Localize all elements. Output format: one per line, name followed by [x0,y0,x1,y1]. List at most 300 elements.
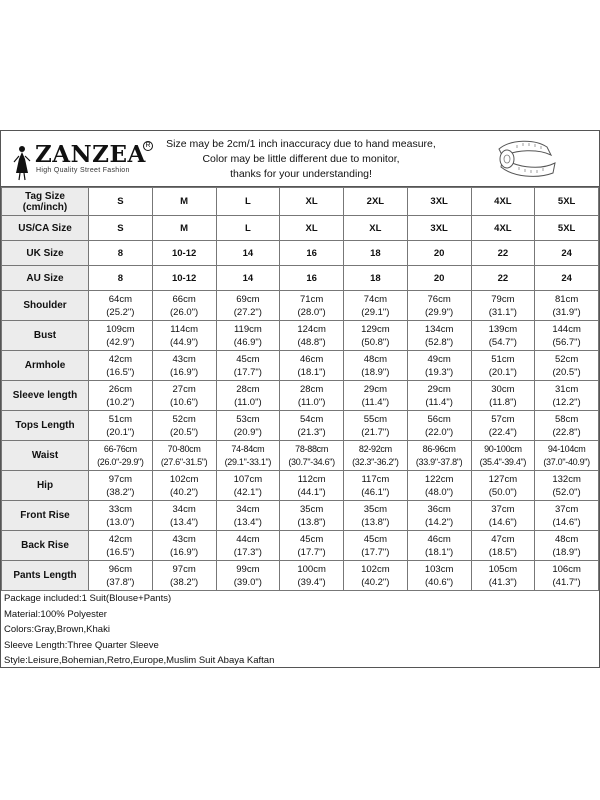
cm-value: 45cm [363,533,387,545]
size-column-header: XL [280,188,344,216]
measurement-cell [152,471,216,501]
cm-value: 94-104cm [547,443,586,454]
inch-value: (18.9") [361,366,390,378]
measurement-cell [89,321,153,351]
region-size-cell: 20 [407,241,471,266]
inch-value: (50.0") [488,486,517,498]
cm-value: 51cm [108,413,132,425]
measurement-cell [471,441,535,471]
inch-value: (39.4") [297,576,326,588]
cm-value: 70-80cm [167,443,201,454]
cm-value: 112cm [297,473,326,485]
cm-value: 97cm [108,473,132,485]
inch-value: (10.2") [106,396,135,408]
inch-value: (40.2") [361,576,390,588]
cm-value: 119cm [233,323,262,335]
size-column-header: L [216,188,280,216]
measurement-row [2,561,599,591]
measurement-cell [344,501,408,531]
cm-value: 99cm [236,563,260,575]
measurement-cell [471,321,535,351]
inch-value: (42.1") [233,486,262,498]
cm-value: 79cm [491,293,515,305]
inch-value: (41.3") [488,576,517,588]
cm-value: 129cm [361,323,390,335]
cm-value: 37cm [555,503,579,515]
region-size-cell: 14 [216,266,280,291]
inch-value: (52.8") [425,336,454,348]
inch-value: (20.1") [106,426,135,438]
measurement-cell [535,411,599,441]
cm-value: 139cm [488,323,518,335]
cm-value: 28cm [300,383,324,395]
inch-value: (46.9") [233,336,262,348]
measurement-cell [535,471,599,501]
cm-value: 29cm [363,383,387,395]
measurement-cell [280,351,344,381]
region-size-cell: XL [280,216,344,241]
inch-value: (22.0") [425,426,454,438]
measurement-cell [216,381,280,411]
cm-value: 81cm [555,293,579,305]
inch-value: (38.2") [170,576,199,588]
row-label: UK Size [2,241,89,266]
measurement-cell [280,291,344,321]
cm-value: 71cm [300,293,324,305]
region-size-cell: 18 [344,266,408,291]
region-size-row [2,216,599,241]
measurement-cell [89,441,153,471]
cm-value: 132cm [552,473,581,485]
region-size-cell: 8 [89,241,153,266]
row-label: Sleeve length [2,381,89,411]
info-style: Style:Leisure,Bohemian,Retro,Europe,Muslim Suit Abaya Kaftan [4,655,275,666]
measurement-cell [216,531,280,561]
measurement-cell [471,411,535,441]
region-size-cell: 24 [535,241,599,266]
cm-value: 36cm [427,503,451,515]
inch-value: (11.4") [425,396,453,408]
measurement-cell [471,381,535,411]
measurement-cell [152,561,216,591]
cm-value: 49cm [427,353,451,365]
cm-value: 29cm [427,383,451,395]
cm-value: 100cm [297,563,326,575]
measurement-cell [535,531,599,561]
cm-value: 66cm [172,293,196,305]
cm-value: 30cm [491,383,515,395]
inch-value: (50.8") [361,336,390,348]
measurement-cell [535,351,599,381]
row-label: Tops Length [2,411,89,441]
region-size-cell: S [89,216,153,241]
measurement-cell [407,561,471,591]
measurement-cell [344,471,408,501]
size-column-header: 5XL [535,188,599,216]
cm-value: 90-100cm [484,443,522,454]
inch-value: (29.1") [361,306,390,318]
inch-value: (26.0"-29.9") [97,456,144,467]
inch-value: (25.2") [106,306,135,318]
region-size-cell: 18 [344,241,408,266]
fashion-figure-icon [11,145,33,181]
inch-value: (18.1") [297,366,326,378]
inch-value: (17.7") [233,366,262,378]
cm-value: 74-84cm [231,443,265,454]
inch-value: (27.6"-31.5") [160,456,208,467]
cm-value: 107cm [233,473,263,485]
measurement-cell [535,291,599,321]
measurement-cell [407,471,471,501]
inch-value: (21.3") [297,426,326,438]
inch-value: (13.8") [297,516,326,528]
measurement-cell [216,411,280,441]
measurement-cell [535,501,599,531]
tag-size-label: Tag Size [25,190,65,202]
inch-value: (21.7") [361,426,390,438]
inch-value: (20.1") [488,366,517,378]
cm-value: 46cm [300,353,324,365]
cm-value: 28cm [236,383,260,395]
measurement-row [2,441,599,471]
inch-value: (48.8") [297,336,326,348]
measurement-cell [535,381,599,411]
cm-value: 78-88cm [295,443,329,454]
cm-value: 42cm [108,353,132,365]
cm-value: 54cm [300,413,324,425]
measurement-row [2,411,599,441]
cm-value: 114cm [170,323,199,335]
inch-value: (30.7"-34.6") [288,456,335,467]
row-label: Back Rise [2,531,89,561]
cm-value: 82-92cm [358,443,392,454]
notice-line: thanks for your understanding! [230,168,372,180]
inch-value: (26.0") [170,306,199,318]
cm-value: 124cm [297,323,326,335]
region-size-cell: 24 [535,266,599,291]
measuring-tape-icon [491,137,561,181]
inch-value: (42.9") [106,336,135,348]
inch-value: (11.0") [234,396,262,408]
measurement-cell [344,291,408,321]
cm-value: 109cm [106,323,135,335]
region-size-cell: 16 [280,266,344,291]
region-size-cell: M [152,216,216,241]
region-size-cell: L [216,216,280,241]
region-size-cell: 10-12 [152,266,216,291]
measurement-cell [89,351,153,381]
product-info [1,591,599,669]
row-label: Shoulder [2,291,89,321]
cm-value: 106cm [552,563,581,575]
cm-value: 34cm [236,503,260,515]
cm-value: 31cm [555,383,579,395]
inch-value: (14.6") [552,516,581,528]
brand-tagline: High Quality Street Fashion [36,167,130,174]
inch-value: (17.7") [297,546,326,558]
inch-value: (29.1"-33.1") [224,456,272,467]
size-column-header: M [152,188,216,216]
inch-value: (12.2") [552,396,581,408]
cm-value: 34cm [172,503,196,515]
tag-size-unit: (cm/inch) [22,201,68,213]
brand-name: ZANZEA [35,141,146,168]
row-label: Pants Length [2,561,89,591]
measurement-cell [89,531,153,561]
inch-value: (40.2") [170,486,199,498]
inch-value: (44.1") [297,486,326,498]
inch-value: (14.2") [425,516,454,528]
region-size-cell: 14 [216,241,280,266]
size-column-header: 4XL [471,188,535,216]
cm-value: 56cm [427,413,451,425]
measurement-cell [535,321,599,351]
measurement-cell [89,501,153,531]
inch-value: (13.4") [170,516,199,528]
cm-value: 46cm [427,533,451,545]
measurement-row [2,381,599,411]
measurement-cell [280,411,344,441]
cm-value: 55cm [363,413,387,425]
measurement-cell [152,321,216,351]
measurement-cell [216,561,280,591]
cm-value: 127cm [488,473,518,485]
inch-value: (44.9") [170,336,199,348]
inch-value: (16.5") [106,366,135,378]
inch-value: (20.9") [233,426,262,438]
inch-value: (27.2") [233,306,262,318]
inch-value: (18.9") [552,546,581,558]
region-size-cell: 20 [407,266,471,291]
inch-value: (52.0") [552,486,581,498]
measurement-cell [407,531,471,561]
measurement-cell [216,441,280,471]
region-size-cell: 5XL [535,216,599,241]
inch-value: (20.5") [170,426,199,438]
measurement-cell [471,531,535,561]
inch-value: (56.7") [552,336,581,348]
size-column-header: S [89,188,153,216]
measurement-cell [407,291,471,321]
inch-value: (31.1") [488,306,517,318]
measurement-cell [535,561,599,591]
region-size-cell: 8 [89,266,153,291]
cm-value: 57cm [491,413,515,425]
row-label: US/CA Size [2,216,89,241]
measurement-cell [152,411,216,441]
cm-value: 44cm [236,533,260,545]
cm-value: 105cm [488,563,518,575]
inch-value: (40.6") [425,576,454,588]
inch-value: (20.5") [552,366,581,378]
measurement-cell [471,561,535,591]
inch-value: (48.0") [425,486,454,498]
notice-line: Size may be 2cm/1 inch inaccuracy due to hand measure, [166,138,436,150]
notice-line: Color may be little different due to monitor, [202,153,400,165]
cm-value: 144cm [552,323,581,335]
size-column-header: 2XL [344,188,408,216]
region-size-row [2,241,599,266]
inch-value: (33.9"-37.8") [415,456,463,467]
measurement-cell [344,441,408,471]
inch-value: (16.5") [106,546,135,558]
inch-value: (31.9") [552,306,581,318]
measurement-cell [535,441,599,471]
row-label: Armhole [2,351,89,381]
inch-value: (38.2") [106,486,135,498]
cm-value: 102cm [169,473,199,485]
inch-value: (16.9") [170,546,199,558]
size-chart-sheet [0,130,600,668]
cm-value: 52cm [555,353,579,365]
cm-value: 53cm [236,413,260,425]
cm-value: 35cm [300,503,324,515]
cm-value: 26cm [108,383,132,395]
row-label: Hip [2,471,89,501]
cm-value: 37cm [491,503,515,515]
measurement-row [2,291,599,321]
measurement-cell [89,471,153,501]
cm-value: 35cm [363,503,387,515]
cm-value: 58cm [555,413,579,425]
measurement-cell [152,291,216,321]
cm-value: 74cm [363,293,387,305]
measurement-cell [407,411,471,441]
size-table [1,187,599,591]
measurement-cell [280,321,344,351]
measurement-cell [344,561,408,591]
info-package: Package included:1 Suit(Blouse+Pants) [4,593,172,604]
size-column-header: 3XL [407,188,471,216]
inch-value: (41.7") [552,576,581,588]
measurement-cell [344,411,408,441]
measurement-cell [407,381,471,411]
cm-value: 45cm [236,353,260,365]
inch-value: (39.0") [233,576,262,588]
row-label: AU Size [2,266,89,291]
info-material: Material:100% Polyester [4,608,107,620]
measurement-cell [344,381,408,411]
inch-value: (32.3"-36.2") [352,456,399,467]
measurement-cell [216,321,280,351]
inch-value: (22.8") [552,426,581,438]
inch-value: (37.0"-40.9") [543,456,590,467]
measurement-cell [152,531,216,561]
tag-size-row [2,188,599,216]
measurement-cell [216,471,280,501]
inch-value: (11.4") [361,396,390,408]
region-size-cell: 22 [471,266,535,291]
region-size-cell: 16 [280,241,344,266]
measurement-cell [407,351,471,381]
region-size-row [2,266,599,291]
inch-value: (10.6") [170,396,199,408]
measurement-row [2,471,599,501]
measurement-cell [152,501,216,531]
measurement-cell [152,381,216,411]
measurement-notice [151,137,451,182]
measurement-cell [344,531,408,561]
cm-value: 45cm [300,533,324,545]
inch-value: (22.4") [488,426,517,438]
cm-value: 43cm [172,353,196,365]
measurement-cell [89,291,153,321]
cm-value: 52cm [172,413,196,425]
inch-value: (13.8") [361,516,390,528]
region-size-cell: 3XL [407,216,471,241]
inch-value: (37.8") [106,576,135,588]
measurement-cell [280,531,344,561]
cm-value: 43cm [172,533,196,545]
measurement-cell [407,441,471,471]
cm-value: 33cm [108,503,132,515]
cm-value: 27cm [172,383,196,395]
inch-value: (29.9") [425,306,454,318]
tag-size-header [2,188,89,216]
brand-logo [7,137,157,181]
cm-value: 64cm [108,293,132,305]
measurement-cell [407,501,471,531]
inch-value: (17.7") [361,546,390,558]
cm-value: 42cm [108,533,132,545]
measurement-cell [152,351,216,381]
info-sleeve: Sleeve Length:Three Quarter Sleeve [4,639,159,651]
inch-value: (19.3") [425,366,454,378]
registered-mark: R [143,141,153,151]
cm-value: 66-76cm [103,443,137,454]
inch-value: (11.0") [297,396,326,408]
row-label: Bust [2,321,89,351]
measurement-cell [216,501,280,531]
measurement-cell [471,291,535,321]
cm-value: 48cm [555,533,579,545]
info-colors: Colors:Gray,Brown,Khaki [4,624,110,635]
inch-value: (17.3") [233,546,262,558]
measurement-row [2,501,599,531]
inch-value: (28.0") [297,306,326,318]
measurement-cell [89,561,153,591]
cm-value: 47cm [491,533,515,545]
inch-value: (11.8") [489,396,517,408]
inch-value: (14.6") [488,516,517,528]
measurement-cell [471,501,535,531]
region-size-cell: 10-12 [152,241,216,266]
cm-value: 48cm [363,353,387,365]
measurement-row [2,351,599,381]
inch-value: (46.1") [361,486,390,498]
measurement-cell [471,471,535,501]
inch-value: (54.7") [488,336,517,348]
inch-value: (16.9") [170,366,199,378]
measurement-cell [344,321,408,351]
measurement-cell [280,441,344,471]
measurement-cell [280,471,344,501]
cm-value: 97cm [172,563,196,575]
region-size-cell: 4XL [471,216,535,241]
cm-value: 86-96cm [422,443,456,454]
cm-value: 76cm [427,293,451,305]
measurement-cell [407,321,471,351]
cm-value: 51cm [491,353,515,365]
region-size-cell: 22 [471,241,535,266]
measurement-cell [216,351,280,381]
measurement-cell [344,351,408,381]
inch-value: (18.1") [425,546,454,558]
region-size-cell: XL [344,216,408,241]
row-label: Front Rise [2,501,89,531]
cm-value: 103cm [424,563,454,575]
measurement-cell [89,381,153,411]
